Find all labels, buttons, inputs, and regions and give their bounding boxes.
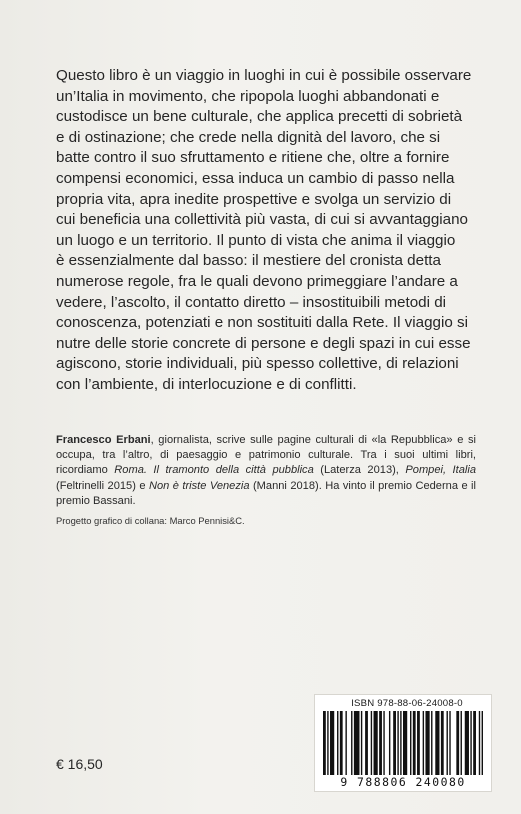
barcode-bar	[449, 711, 450, 775]
blurb-line: cui beneficia una collettività più vasta, di cui si avvantaggiano	[56, 211, 468, 229]
barcode-bar	[465, 711, 469, 775]
barcode-bar	[351, 711, 352, 775]
barcode-bar	[389, 711, 390, 775]
barcode-bar	[340, 711, 343, 775]
barcode-bars	[323, 711, 483, 775]
bio-text: (Manni 2018). Ha vinto il premio Cederna e il premio Bassani.	[56, 479, 476, 507]
price-label: € 16,50	[56, 756, 103, 772]
book-title: Roma. Il tramonto della città pubblica	[114, 464, 314, 477]
barcode-bar	[374, 711, 378, 775]
author-bio	[56, 433, 476, 509]
barcode-panel	[314, 694, 492, 792]
ean-number: 9 788806 240080	[340, 775, 466, 789]
barcode-bar	[330, 711, 334, 775]
isbn-number: ISBN 978-88-06-24008-0	[351, 698, 463, 709]
author-name: Francesco Erbani	[56, 434, 151, 446]
barcode-bar	[393, 711, 396, 775]
barcode-bar	[435, 711, 439, 775]
barcode-bar	[425, 711, 429, 775]
barcode-bar	[431, 711, 432, 775]
blurb-line: propria vita, apra inedite prospettive e svolga un servizio di	[56, 190, 452, 208]
blurb-line: un luogo e un territorio. Il punto di vista che anima il viaggio	[56, 231, 456, 249]
book-title: Non è triste Venezia	[148, 479, 250, 492]
barcode-bar	[345, 711, 346, 775]
bio-text: , giornalista, scrive sulle pagine culturali di «la Repubblica» e si occupa, tra l’altro, di paesaggio e patrimonio culturale. Tra i suoi ultimi libri, ricordiamo	[56, 434, 476, 477]
barcode-bar	[473, 711, 476, 775]
barcode-bar	[397, 711, 398, 775]
blurb-line: nutre delle storie concrete di persone e degli spazi in cui esse	[56, 334, 471, 352]
barcode-bar	[327, 711, 328, 775]
blurb-line: con l’ambiente, di interlocuzione e di conflitti.	[56, 375, 357, 393]
design-credits: Progetto grafico di collana: Marco Pennisi&C.	[56, 515, 245, 526]
blurb-line: un’Italia in movimento, che ripopola luoghi abbandonati e	[56, 87, 440, 105]
blurb-line: agiscono, storie individuali, più spesso collettive, di relazioni	[56, 355, 459, 373]
barcode-bar	[371, 711, 372, 775]
blurb-text	[56, 66, 476, 396]
barcode-bar	[470, 711, 471, 775]
barcode-bar	[337, 711, 338, 775]
blurb-line: numerose regole, fra le quali devono primeggiare l’andare a	[56, 272, 458, 290]
barcode-bar	[403, 711, 407, 775]
blurb-line: batte contro il suo sfruttamento e ritiene che, oltre a fornire	[56, 149, 450, 167]
barcode-bar	[361, 711, 362, 775]
barcode-bar	[413, 711, 416, 775]
barcode-bar	[379, 711, 382, 775]
barcode-bar	[461, 711, 462, 775]
barcode-bar	[417, 711, 420, 775]
blurb-line: e di ostinazione; che crede nella dignità del lavoro, che si	[56, 128, 441, 146]
blurb-line: custodisce un bene culturale, che applica precetti di sobrietà	[56, 108, 463, 126]
blurb-line: vedere, l’ascolto, il contatto diretto – insostituibili metodi di	[56, 293, 447, 311]
barcode-bar	[323, 711, 326, 775]
blurb-line: conoscenza, potenziati e non sostituiti dalla Rete. Il viaggio si	[56, 314, 468, 332]
blurb-line: Questo libro è un viaggio in luoghi in cui è possibile osservare	[56, 67, 472, 84]
barcode-bar	[410, 711, 411, 775]
barcode-bar	[365, 711, 368, 775]
barcode-bar	[482, 711, 483, 775]
barcode-bar	[479, 711, 480, 775]
blurb-line: compensi economici, essa induca un cambio di passo nella	[56, 169, 455, 187]
barcode-bar	[456, 711, 459, 775]
barcode-bar	[400, 711, 401, 775]
book-title: Pompei, Italia	[405, 464, 476, 477]
blurb-line: è essenzialmente dal basso: il mestiere del cronista detta	[56, 252, 441, 270]
barcode-bar	[383, 711, 384, 775]
barcode-bar	[447, 711, 448, 775]
bio-text: (Laterza 2013),	[313, 464, 406, 477]
barcode-bar	[423, 711, 424, 775]
bio-text: (Feltrinelli 2015) e	[56, 479, 149, 492]
barcode-bar	[441, 711, 444, 775]
barcode-bar	[354, 711, 360, 775]
